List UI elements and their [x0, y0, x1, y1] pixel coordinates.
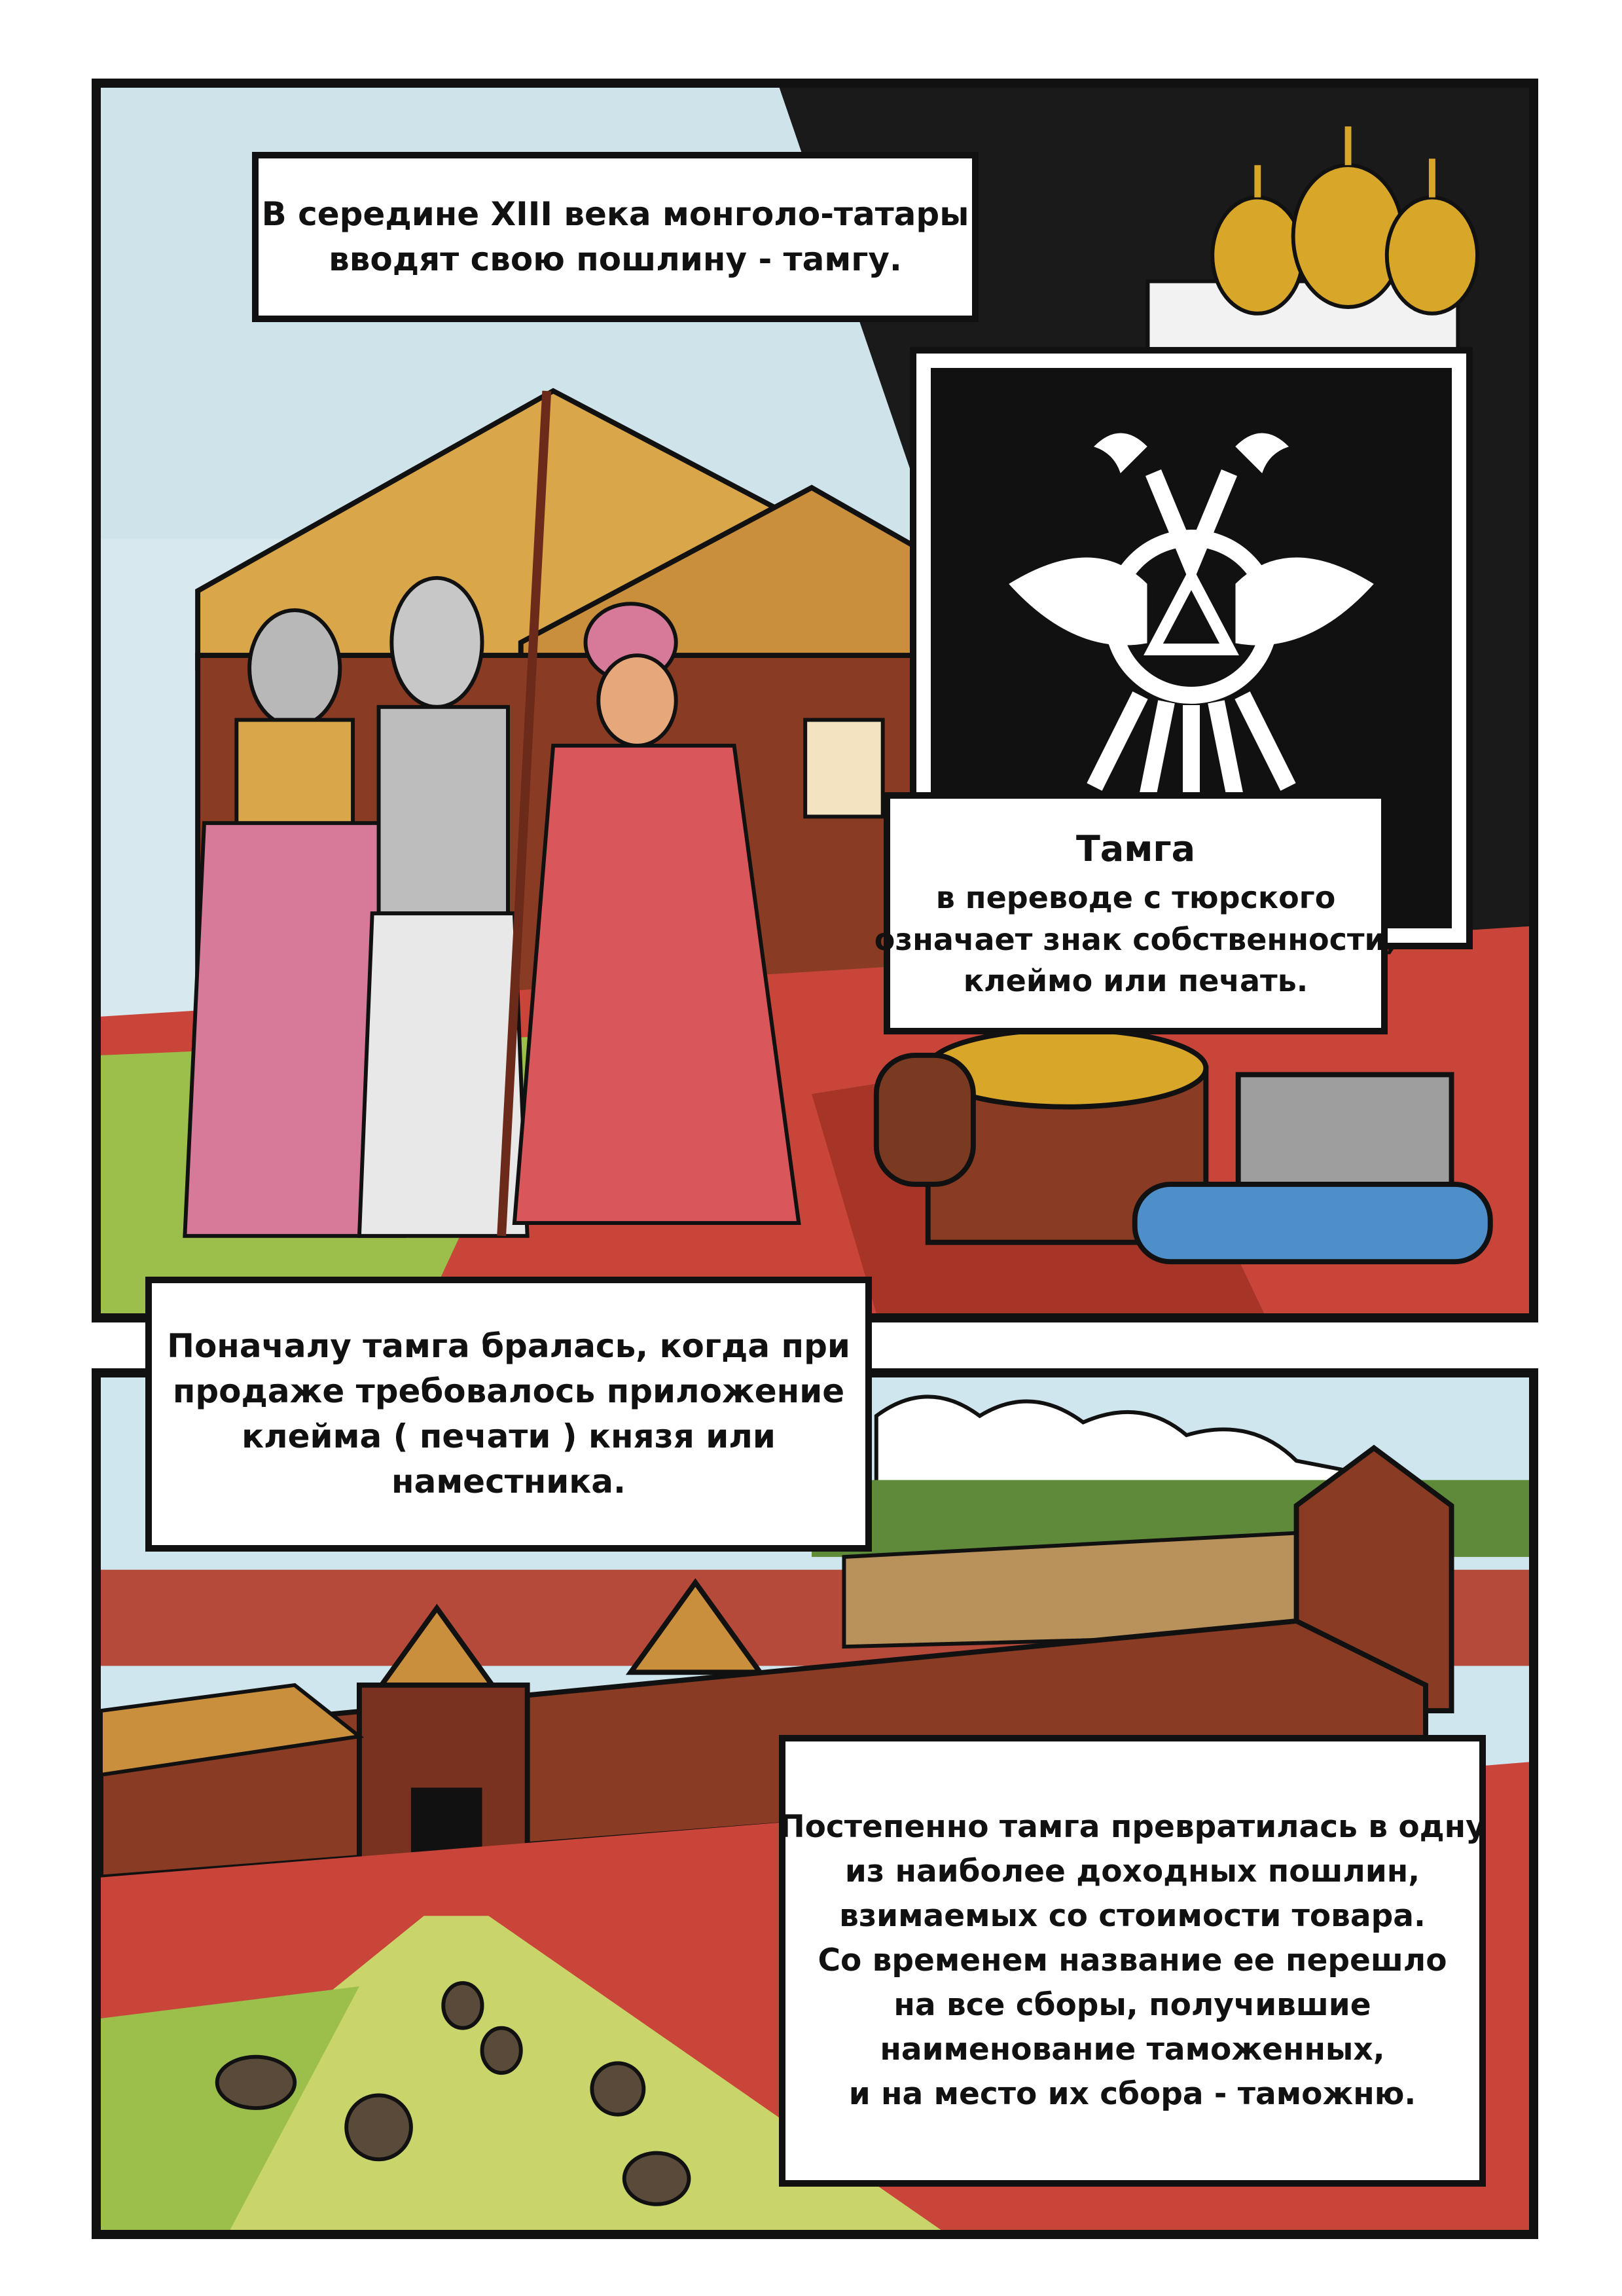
caption-first-use-line-4: наместника.: [391, 1463, 626, 1501]
caption-definition: [874, 792, 1397, 1034]
caption-definition-line-2: означает знак собственности,: [874, 921, 1397, 957]
caption-evolution-line-7: и на место их сбора - таможню.: [848, 2076, 1416, 2113]
caption-first-use: [145, 1277, 872, 1552]
caption-evolution: [779, 1735, 1486, 2187]
caption-intro: [252, 152, 979, 322]
caption-evolution-line-5: на все сборы, получившие: [893, 1987, 1371, 2024]
caption-intro-line-2: вводят свою пошлину - тамгу.: [329, 240, 902, 278]
caption-first-use-line-3: клейма ( печати ) князя или: [242, 1417, 776, 1455]
caption-first-use-line-2: продаже требовалось приложение: [172, 1372, 845, 1410]
caption-first-use-line-1: Поначалу тамга бралась, когда при: [167, 1327, 850, 1365]
caption-evolution-line-6: наименование таможенных,: [880, 2032, 1385, 2068]
caption-definition-line-1: в переводе с тюрского: [935, 880, 1336, 916]
caption-intro-line-1: В середине XIII века монголо-татары: [261, 195, 969, 233]
caption-definition-title: Тамга: [1075, 828, 1196, 869]
caption-evolution-line-4: Со временем название ее перешло: [818, 1942, 1447, 1978]
caption-definition-line-3: клеймо или печать.: [963, 962, 1308, 998]
caption-evolution-line-3: взимаемых со стоимости товара.: [839, 1897, 1426, 1934]
caption-evolution-line-2: из наиболее доходных пошлин,: [844, 1853, 1420, 1889]
caption-evolution-line-1: Постепенно тамга превратилась в одну: [779, 1808, 1486, 1845]
